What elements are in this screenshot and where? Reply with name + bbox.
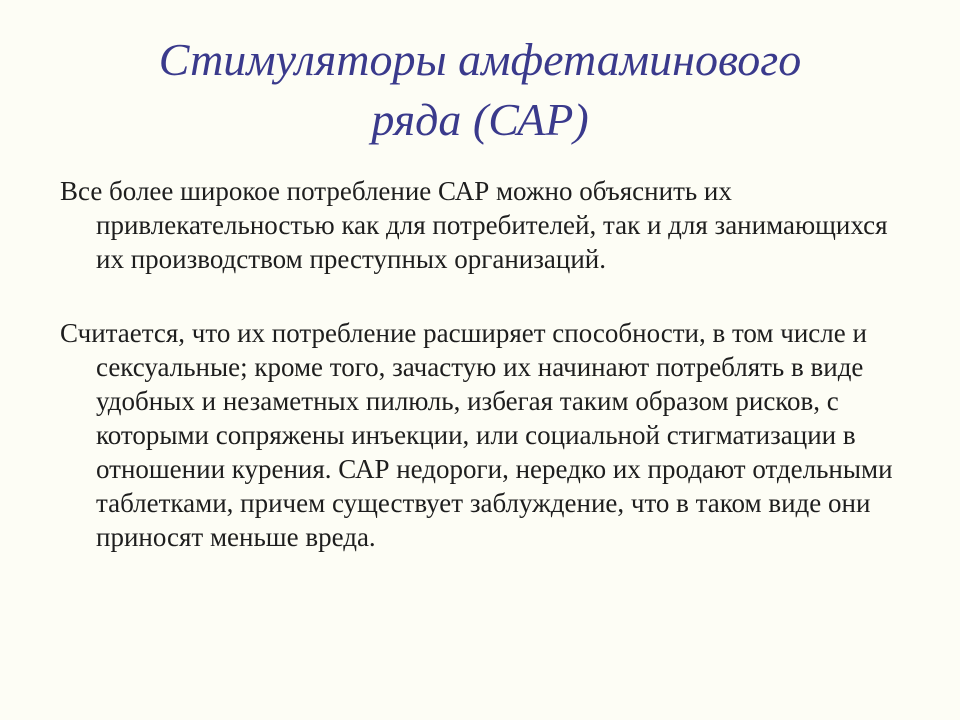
body-paragraph-1: Все более широкое потребление САР можно объяснить их привлекательностью как для потребителей, так и для занимающихся их производством преступных организаций.: [60, 176, 888, 274]
body-paragraph-2: Считается, что их потребление расширяет способности, в том числе и сексуальные; кроме того, зачастую их начинают потреблять в виде удобных и незаметных пилюль, избегая таким образом рисков, с которыми сопряжены инъекции, или социальной стигматизации в отношении курения. САР недороги, нередко их продают отдельными таблетками, причем существует заблуждение, что в таком виде они приносят меньше вреда.: [60, 318, 893, 552]
slide-title: [60, 30, 900, 150]
slide-body: [60, 174, 920, 554]
slide-title-line-2: ряда (САР): [371, 94, 589, 145]
slide-title-line-1: Стимуляторы амфетаминового: [158, 34, 802, 85]
